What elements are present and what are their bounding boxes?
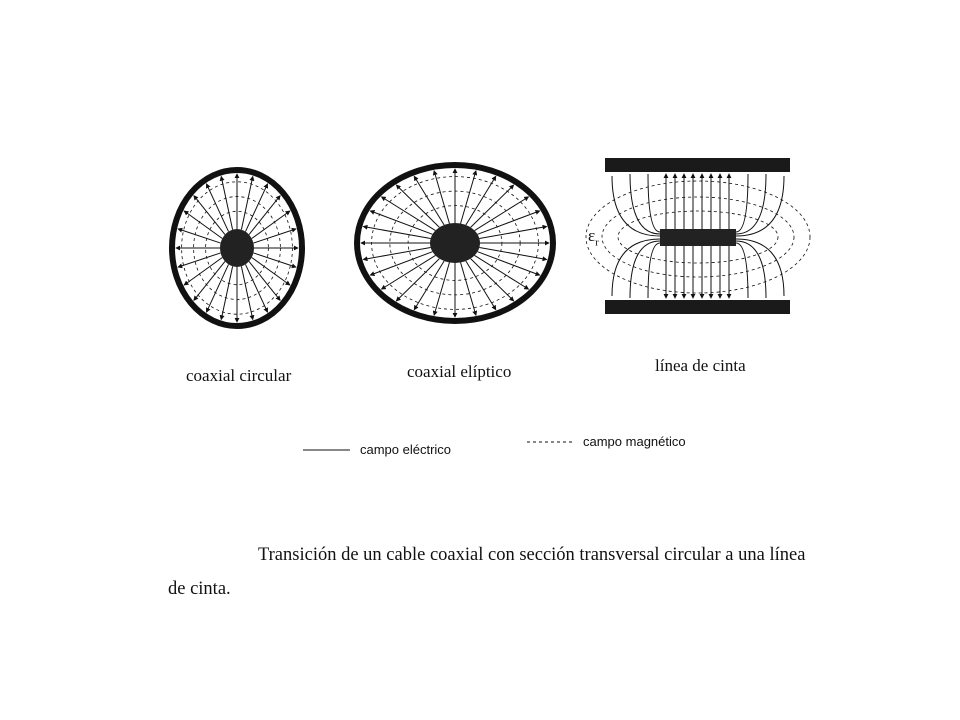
- stripline-fringe-line: [630, 174, 660, 234]
- figure-caption: Transición de un cable coaxial con sección transversal circular a una línea de cinta.: [168, 545, 806, 599]
- stripline-fringe-line: [736, 174, 766, 234]
- linea-de-cinta-diagram: [586, 158, 810, 314]
- legend-electric-field: campo eléctrico: [360, 442, 452, 457]
- circular-electric-line: [241, 266, 252, 319]
- elliptic-electric-line: [363, 247, 430, 259]
- permittivity-label: [588, 226, 599, 248]
- coaxial-eliptico-diagram: [357, 165, 553, 321]
- circular-inner-conductor: [220, 229, 254, 267]
- stripline-fringe-line: [736, 176, 784, 236]
- label-coaxial-eliptico: coaxial elíptico: [407, 362, 512, 381]
- circular-electric-line: [178, 229, 221, 243]
- stripline-fringe-line: [736, 243, 748, 298]
- elliptic-inner-conductor: [430, 223, 480, 263]
- circular-electric-line: [253, 229, 296, 243]
- legend-magnetic-field: campo magnético: [583, 434, 686, 449]
- label-coaxial-circular: coaxial circular: [186, 366, 292, 385]
- stripline-fringe-line: [736, 174, 748, 232]
- elliptic-electric-line: [434, 262, 449, 315]
- coaxial-circular-diagram: [172, 170, 302, 326]
- circular-electric-line: [221, 177, 232, 230]
- circular-electric-line: [241, 177, 252, 230]
- stripline-fringe-line: [736, 241, 766, 298]
- elliptic-electric-line: [434, 171, 449, 224]
- epsilon-subscript: r: [595, 236, 599, 249]
- stripline-bottom-ground-plane: [605, 300, 790, 314]
- elliptic-electric-line: [461, 262, 476, 315]
- stripline-fringe-line: [630, 241, 660, 298]
- epsilon-symbol: ε: [588, 226, 596, 245]
- stripline-top-ground-plane: [605, 158, 790, 172]
- stripline-fringe-line: [612, 176, 660, 236]
- stripline-center-strip: [660, 229, 736, 246]
- label-linea-de-cinta: línea de cinta: [655, 356, 746, 375]
- elliptic-electric-line: [363, 227, 430, 239]
- elliptic-electric-line: [461, 171, 476, 224]
- circular-electric-line: [221, 266, 232, 319]
- stripline-fringe-line: [648, 174, 660, 232]
- circular-electric-line: [178, 253, 221, 267]
- stripline-fringe-line: [612, 239, 660, 296]
- circular-electric-line: [253, 253, 296, 267]
